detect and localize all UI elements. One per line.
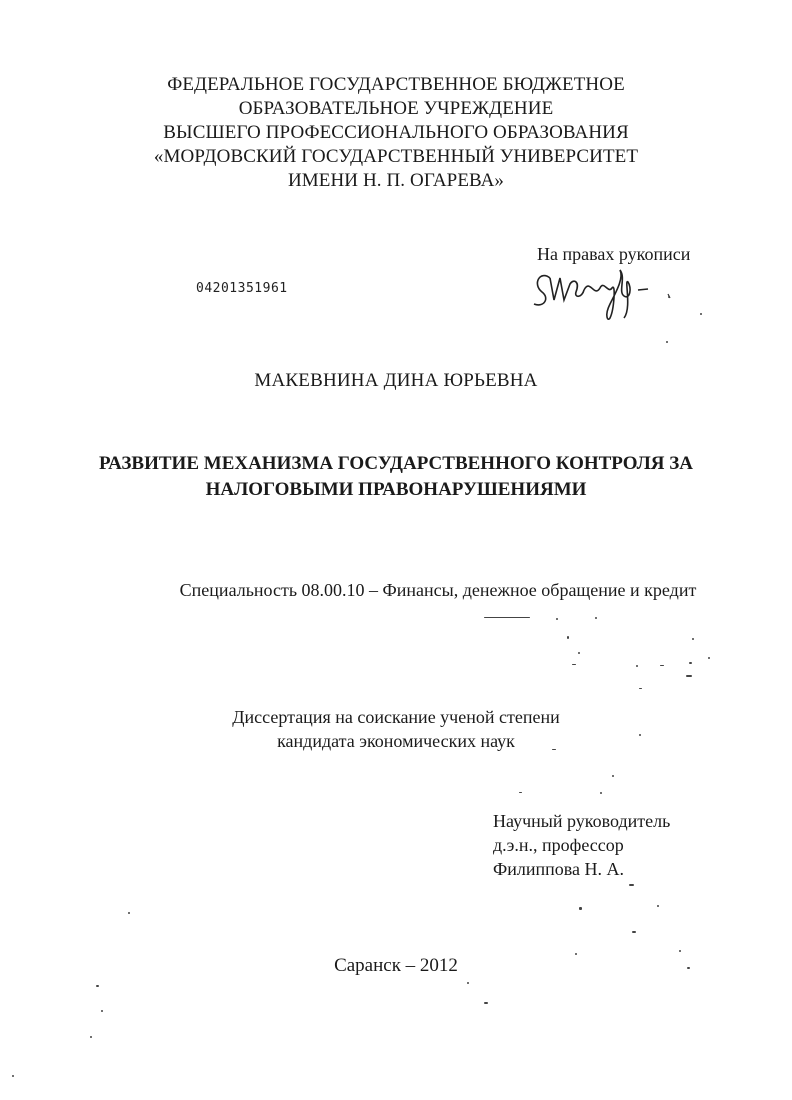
degree-line-2: кандидата экономических наук bbox=[277, 731, 515, 751]
title-line-2: НАЛОГОВЫМИ ПРАВОНАРУШЕНИЯМИ bbox=[205, 479, 587, 500]
city-year: Саранск – 2012 bbox=[334, 955, 458, 976]
dissertation-title bbox=[0, 451, 792, 503]
header-line-5: ИМЕНИ Н. П. ОГАРЕВА» bbox=[287, 170, 505, 191]
header-line-2: ОБРАЗОВАТЕЛЬНОЕ УЧРЕЖДЕНИЕ bbox=[238, 98, 554, 119]
title-line-1: РАЗВИТИЕ МЕХАНИЗМА ГОСУДАРСТВЕННОГО КОНТРОЛЯ ЗА bbox=[98, 453, 694, 474]
supervisor-degree: д.э.н., профессор bbox=[493, 835, 624, 855]
handwritten-signature-icon bbox=[520, 248, 690, 328]
header-line-1: ФЕДЕРАЛЬНОЕ ГОСУДАРСТВЕННОЕ БЮДЖЕТНОЕ bbox=[167, 74, 625, 95]
header-line-4: «МОРДОВСКИЙ ГОСУДАРСТВЕННЫЙ УНИВЕРСИТЕТ bbox=[153, 146, 639, 167]
manuscript-rights-note: На правах рукописи bbox=[537, 244, 691, 264]
supervisor-name: Филиппова Н. А. bbox=[493, 859, 624, 879]
supervisor-block bbox=[493, 809, 670, 881]
specialty-line: Специальность 08.00.10 – Финансы, денежное обращение и кредит bbox=[179, 580, 697, 600]
catalog-code: 04201351961 bbox=[196, 281, 288, 296]
supervisor-role: Научный руководитель bbox=[493, 811, 671, 831]
author-name: МАКЕВНИНА ДИНА ЮРЬЕВНА bbox=[254, 370, 538, 391]
institution-header bbox=[0, 73, 792, 193]
degree-statement bbox=[0, 705, 792, 753]
degree-line-1: Диссертация на соискание ученой степени bbox=[232, 707, 560, 727]
header-line-3: ВЫСШЕГО ПРОФЕССИОНАЛЬНОГО ОБРАЗОВАНИЯ bbox=[163, 122, 629, 143]
